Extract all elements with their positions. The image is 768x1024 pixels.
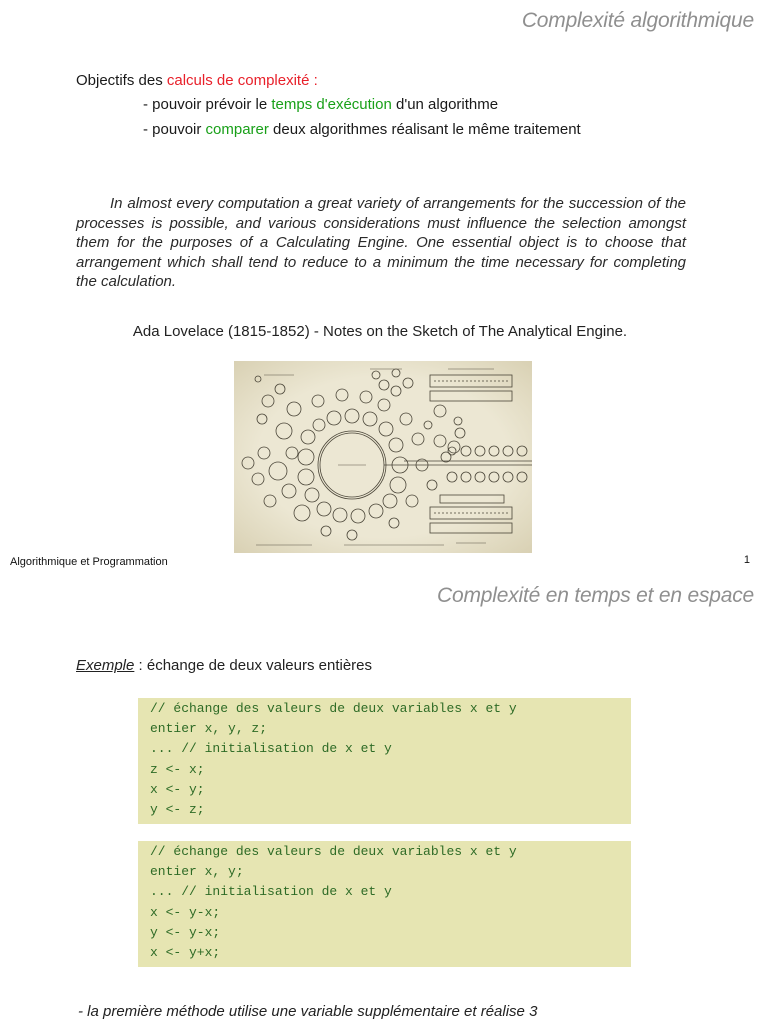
code-line: x <- y+x; — [150, 945, 221, 961]
example-heading — [76, 657, 372, 674]
quote-attribution: Ada Lovelace (1815-1852) - Notes on the Sketch of The Analytical Engine. — [132, 323, 628, 340]
code-line: entier x, y, z; — [150, 721, 268, 737]
quote-text: In almost every computation a great variety of arrangements for the succession of the processes is possible, and various considerations must influence the selection amongst them for the purposes of a Calculating Engine. One essential object is to choose that arrangement which shall tend to reduce to a minimum the time necessary for completing the calculation. — [76, 195, 686, 290]
slide-title-2: Complexité en temps et en espace — [437, 584, 754, 607]
objective-bullet-2 — [143, 121, 581, 138]
example-text: : échange de deux valeurs entières — [134, 657, 373, 674]
code-line: y <- z; — [150, 802, 205, 818]
footer-course-name: Algorithmique et Programmation — [10, 556, 168, 568]
objectives-suffix: : — [309, 72, 318, 89]
page-number: 1 — [743, 554, 750, 566]
code-line: z <- x; — [150, 761, 205, 777]
conclusion-text: - la première méthode utilise une variable supplémentaire et réalise 3 — [78, 1003, 538, 1020]
slide-title: Complexité algorithmique — [521, 9, 754, 32]
code-block-swap-with-temp — [138, 698, 631, 824]
code-line: x <- y; — [150, 781, 205, 797]
example-label: Exemple — [76, 657, 135, 674]
code-line: ... // initialisation de x et y — [150, 741, 392, 757]
bullet-2-text: - pouvoir — [143, 121, 206, 138]
code-line: entier x, y; — [150, 864, 244, 880]
lovelace-quote — [76, 194, 686, 292]
objectives-highlight: calculs de complexité — [166, 72, 310, 89]
code-block-swap-arithmetic — [138, 841, 631, 967]
bullet-1-text-end: d'un algorithme — [391, 96, 499, 113]
code-line: // échange des valeurs de deux variables x et y — [150, 844, 517, 859]
engine-drawing — [234, 361, 532, 553]
bullet-2-highlight: comparer — [205, 121, 269, 138]
objectives-line — [76, 72, 318, 89]
code-line: x <- y-x; — [150, 904, 221, 920]
code-line: y <- y-x; — [150, 924, 221, 940]
code-line: // échange des valeurs de deux variables x et y — [150, 701, 517, 716]
analytical-engine-image — [234, 361, 532, 553]
bullet-1-highlight: temps d'exécution — [271, 96, 392, 113]
bullet-2-text-end: deux algorithmes réalisant le même traitement — [268, 121, 581, 138]
code-line: ... // initialisation de x et y — [150, 884, 392, 900]
objective-bullet-1 — [143, 96, 498, 113]
bullet-1-text: - pouvoir prévoir le — [143, 96, 272, 113]
objectives-prefix: Objectifs des — [76, 72, 167, 89]
